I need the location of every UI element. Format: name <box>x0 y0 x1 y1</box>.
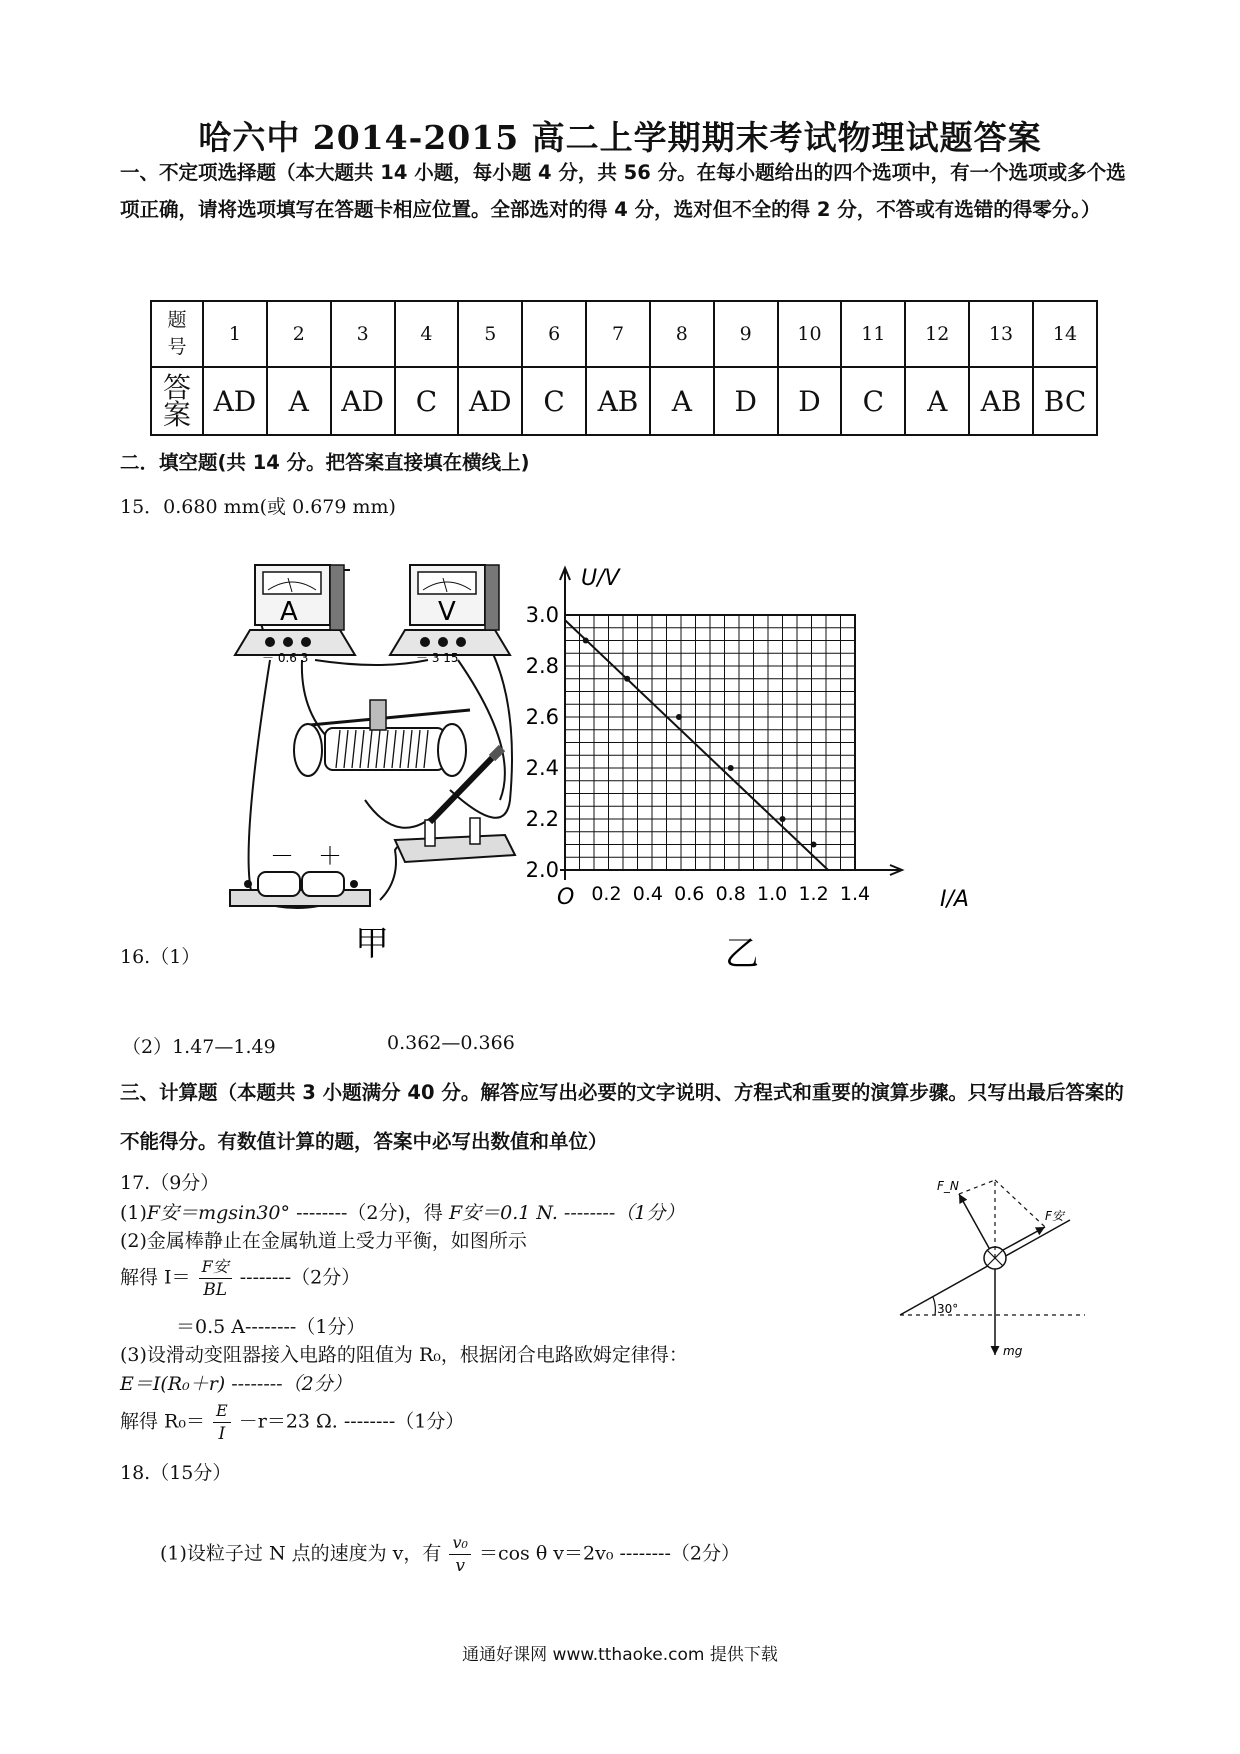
battery-plus-label: ＋ <box>318 842 342 870</box>
fraction-denominator: BL <box>203 1280 228 1300</box>
fraction-numerator: v₀ <box>449 1532 470 1555</box>
wire <box>315 660 428 665</box>
y-tick-label: 2.6 <box>525 705 559 729</box>
figure-caption-yi: 乙 <box>725 934 759 974</box>
data-point <box>811 842 817 848</box>
wire <box>249 660 270 895</box>
x-tick-label: 1.4 <box>839 883 871 905</box>
q17-line2: (2)金属棒静止在金属轨道上受力平衡，如图所示 <box>120 1230 527 1252</box>
mg-label: mg <box>1003 1344 1023 1358</box>
y-tick-label: 2.2 <box>525 807 559 831</box>
q17-line1-part: (1) <box>120 1202 147 1224</box>
section2-heading: 二．填空题(共 14 分。把答案直接填在横线上) <box>120 451 530 474</box>
answer-cell: D <box>778 367 842 435</box>
q17-line6: E＝I(R₀＋r) --------（2分） <box>120 1373 352 1395</box>
q17-line7-prefix: 解得 R₀＝ <box>120 1410 205 1433</box>
answer-cell: D <box>714 367 778 435</box>
x-tick-label: 0.8 <box>715 883 746 905</box>
y-tick-label: 2.4 <box>525 756 559 780</box>
number-cell: 14 <box>1033 301 1097 367</box>
header-char: 号 <box>167 336 187 358</box>
number-cell: 2 <box>267 301 331 367</box>
section3-heading: 三、计算题（本题共 3 小题满分 40 分。解答应写出必要的文字说明、方程式和重要的演算步骤。只写出最后答案的不能得分。有数值计算的题，答案中必写出数值和单位） <box>120 1081 1124 1153</box>
data-point <box>780 816 786 822</box>
header-char: 题 <box>167 309 187 331</box>
q17-line3-prefix: 解得 I＝ <box>120 1266 191 1289</box>
force-diagram <box>895 1150 1095 1370</box>
q17-title: 17.（9分） <box>120 1172 220 1194</box>
fraction-denominator: I <box>218 1424 226 1444</box>
answer-cell: A <box>267 367 331 435</box>
answer-cell: C <box>522 367 586 435</box>
page-title: 哈六中 2014-2015 高二上学期期末考试物理试题答案 <box>198 118 1042 157</box>
fit-line-segment <box>565 620 828 870</box>
fn-label: F_N <box>937 1179 959 1193</box>
footer: 通通好课网 www.tthaoke.com 提供下载 <box>462 1645 778 1665</box>
x-tick-label: 0.2 <box>591 883 622 905</box>
x-tick-label: 0.4 <box>632 883 663 905</box>
q18-title: 18.（15分） <box>120 1462 232 1484</box>
chart-grid <box>565 615 855 870</box>
data-point <box>676 714 682 720</box>
number-cell: 6 <box>522 301 586 367</box>
answer-cell: C <box>395 367 459 435</box>
x-tick-label: 1.0 <box>757 883 788 905</box>
y-tick-label: 2.8 <box>525 654 559 678</box>
number-cell: 5 <box>458 301 522 367</box>
data-point <box>624 676 630 682</box>
voltmeter <box>390 565 510 665</box>
header-cell-number <box>151 301 203 367</box>
fraction <box>199 1256 232 1301</box>
ammeter-terminals: － 0.6 3 <box>262 651 309 665</box>
y-axis-label: U/V <box>581 566 620 591</box>
wire <box>458 660 505 800</box>
fraction-numerator: E <box>213 1400 231 1423</box>
x-tick-label: 1.2 <box>798 883 829 905</box>
fraction <box>449 1532 470 1577</box>
header-char: 答 <box>162 371 191 404</box>
fan-label: F安 <box>1045 1209 1064 1223</box>
ammeter-letter: A <box>280 597 298 627</box>
battery <box>230 842 370 906</box>
ui-graph <box>525 560 990 980</box>
y-tick-label: 3.0 <box>525 603 559 627</box>
q17-line1-part: --------（2分)，得 <box>290 1202 449 1224</box>
answer-cell: AD <box>458 367 522 435</box>
q17-line1 <box>120 1198 684 1225</box>
ammeter <box>235 565 355 665</box>
answer-cell: BC <box>1033 367 1097 435</box>
number-cell: 1 <box>203 301 267 367</box>
header-cell-answer <box>151 367 203 435</box>
q15-answer: 15．0.680 mm(或 0.679 mm) <box>120 496 396 518</box>
q17-line4: ＝0.5 A--------（1分） <box>176 1316 366 1338</box>
q16-label: 16.（1） <box>120 946 201 968</box>
answer-cell: C <box>841 367 905 435</box>
answer-cell: A <box>905 367 969 435</box>
q17-line3 <box>120 1256 360 1301</box>
data-point <box>728 765 734 771</box>
fraction <box>213 1400 231 1445</box>
x-tick-label: 0.6 <box>674 883 705 905</box>
number-cell: 9 <box>714 301 778 367</box>
incline-line <box>900 1220 1070 1315</box>
x-tick-labels <box>591 883 870 905</box>
number-cell: 7 <box>586 301 650 367</box>
number-cell: 4 <box>395 301 459 367</box>
q17-line7-suffix: －r＝23 Ω. --------（1分） <box>238 1410 465 1433</box>
answer-table <box>150 300 1098 436</box>
q18-line1-prefix: (1)设粒子过 N 点的速度为 v，有 <box>160 1542 442 1565</box>
number-cell: 10 <box>778 301 842 367</box>
q16-part2-b: 0.362—0.366 <box>387 1032 515 1054</box>
battery-minus-label: － <box>270 842 294 870</box>
answer-cell: AB <box>969 367 1033 435</box>
number-cell: 8 <box>650 301 714 367</box>
q17-line7 <box>120 1400 464 1445</box>
number-cell: 12 <box>905 301 969 367</box>
fit-line <box>565 620 828 870</box>
rheostat <box>294 700 470 776</box>
q17-line1-formula: F安＝mgsin30° <box>146 1202 291 1224</box>
answer-cell: A <box>650 367 714 435</box>
number-cell: 3 <box>331 301 395 367</box>
data-point <box>583 638 589 644</box>
answer-cell: AD <box>331 367 395 435</box>
answer-cell: AB <box>586 367 650 435</box>
header-char: 案 <box>162 398 191 431</box>
origin-label: O <box>557 885 575 910</box>
normal-force-arrow <box>959 1194 989 1248</box>
number-cell: 13 <box>969 301 1033 367</box>
number-cell: 11 <box>841 301 905 367</box>
figure-caption-jia: 甲 <box>355 924 389 964</box>
q16-part2-a: （2）1.47—1.49 <box>122 1036 276 1058</box>
table-row-numbers <box>151 301 1097 367</box>
fraction-numerator: F安 <box>199 1256 232 1279</box>
fraction-denominator: v <box>455 1556 465 1576</box>
answer-cell: AD <box>203 367 267 435</box>
section1-heading: 一、不定项选择题（本大题共 14 小题，每小题 4 分，共 56 分。在每小题给出的四个选项中，有一个选项或多个选项正确，请将选项填写在答题卡相应位置。全部选对的得 4 分，选对但不全的得 2 分，不答或有选错的得零分。） <box>120 161 1126 221</box>
q18-line1 <box>160 1532 740 1577</box>
q17-line1-result: F安＝0.1 N. --------（1分） <box>448 1202 685 1224</box>
y-tick-label: 2.0 <box>525 858 559 882</box>
x-axis-label: I/A <box>940 887 969 912</box>
q17-line5: (3)设滑动变阻器接入电路的阻值为 R₀，根据闭合电路欧姆定律得： <box>120 1344 688 1366</box>
table-row-answers <box>151 367 1097 435</box>
voltmeter-letter: V <box>438 597 456 627</box>
angle-label: 30° <box>937 1302 959 1316</box>
q17-line3-suffix: --------（2分） <box>239 1266 361 1289</box>
voltmeter-terminals: － 3 15 <box>416 651 459 665</box>
q18-line1-suffix: ＝cos θ v＝2v₀ --------（2分） <box>478 1542 740 1565</box>
